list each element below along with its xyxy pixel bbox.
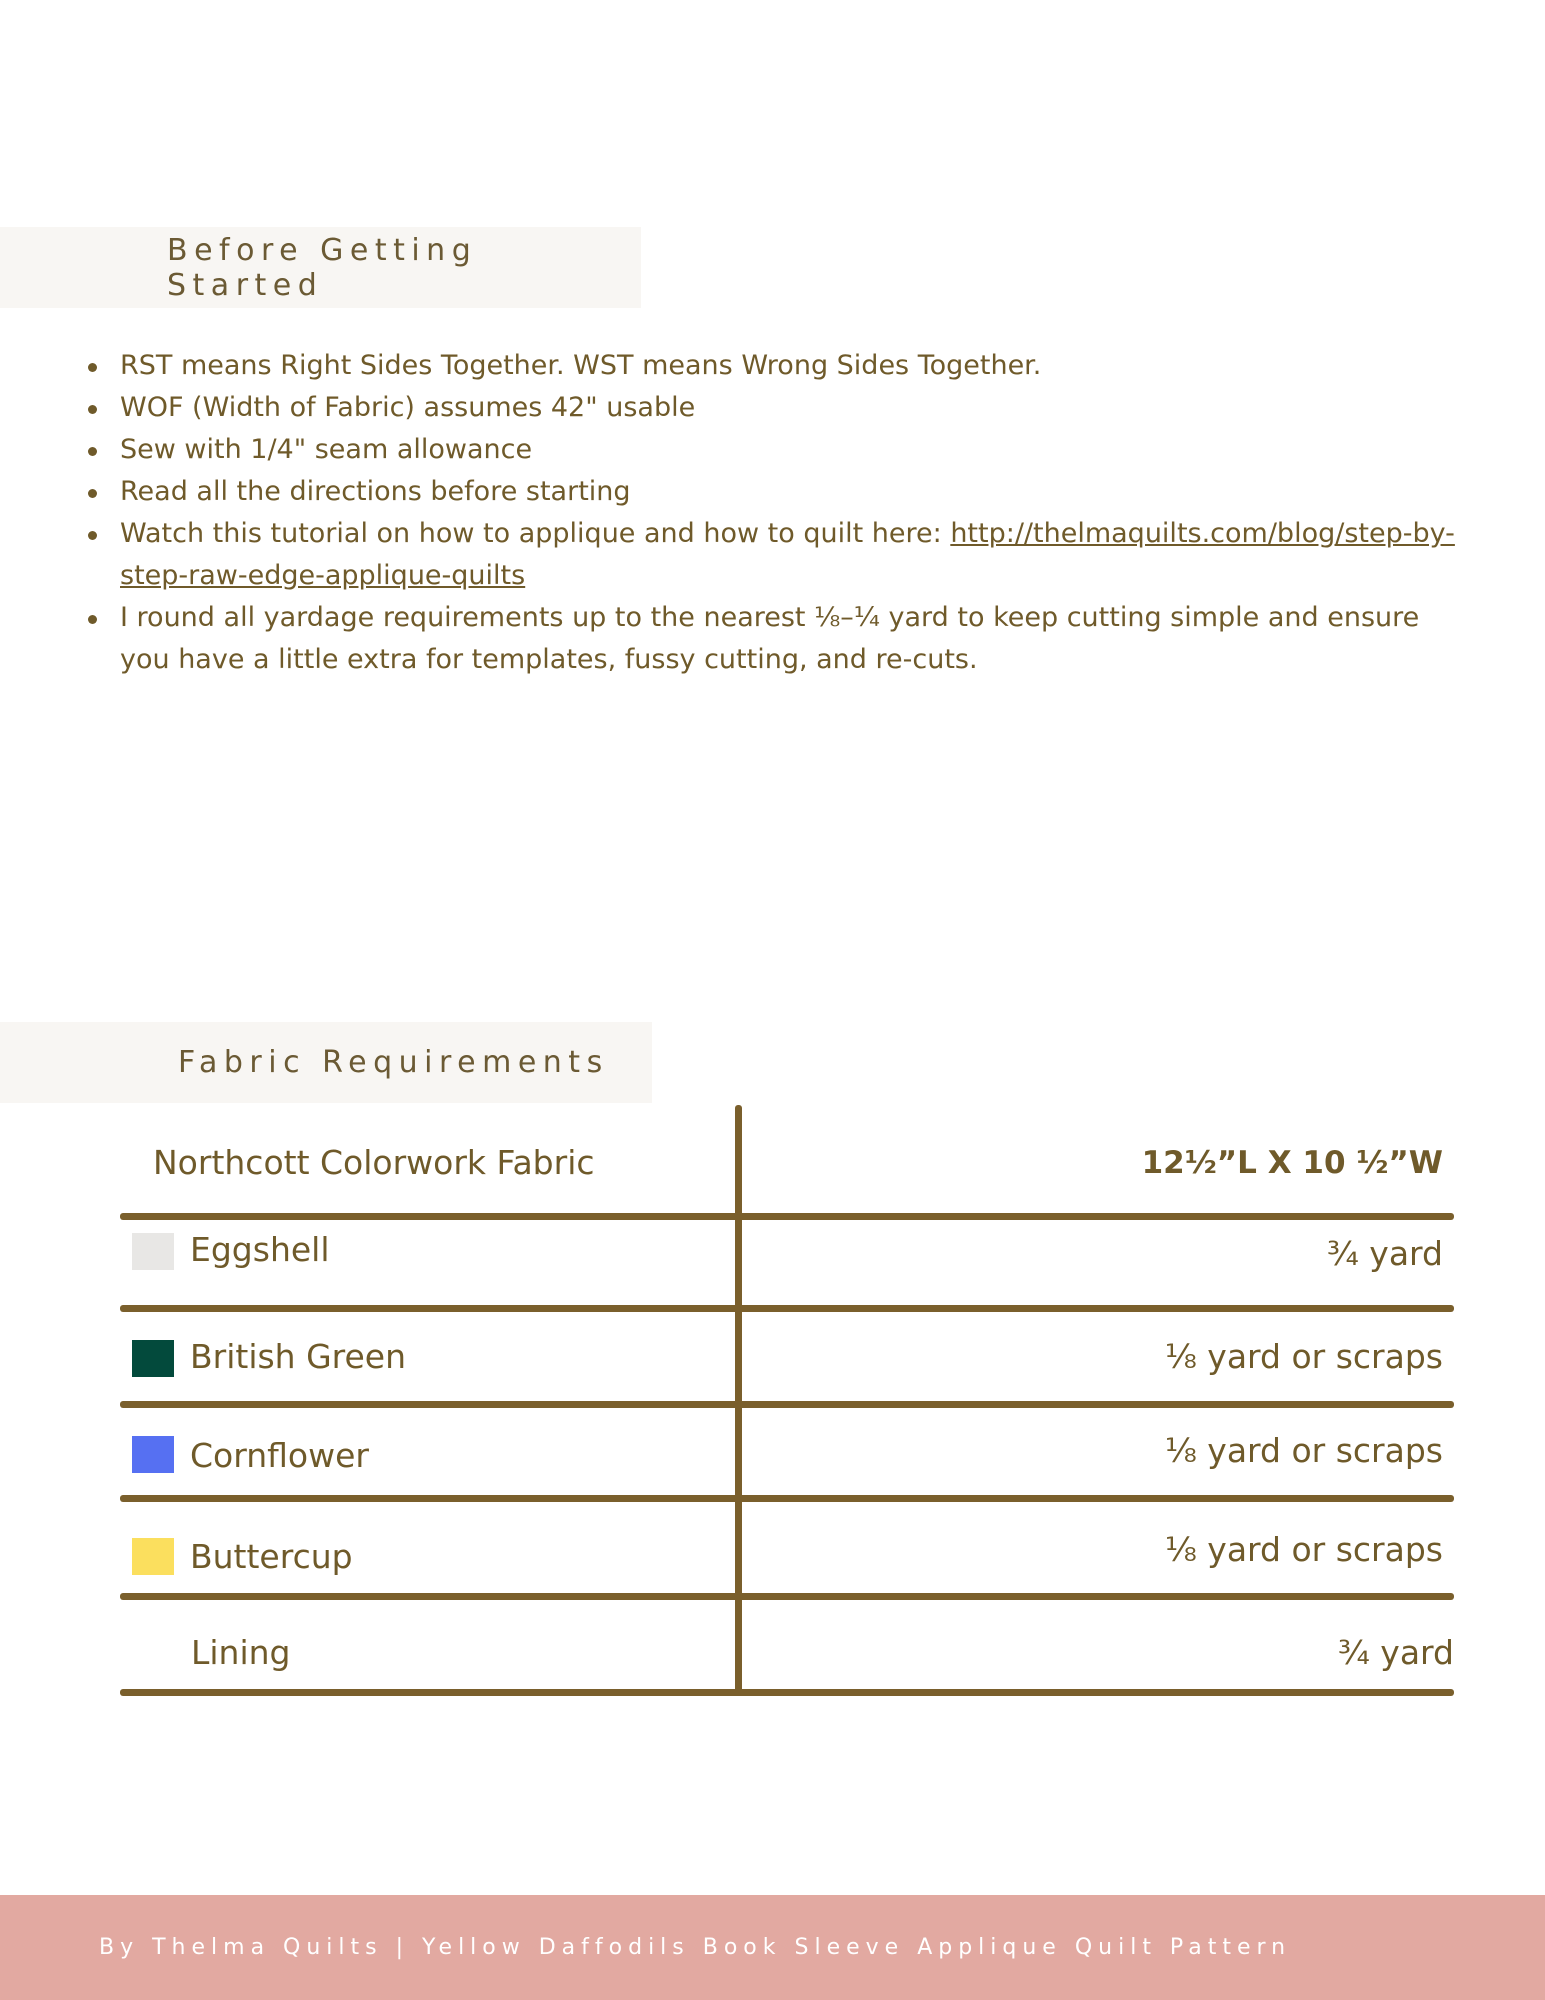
- section-header-fabric-requirements: [0, 1022, 652, 1103]
- fabric-amount: ⅛ yard or scraps: [1164, 1530, 1443, 1569]
- fabric-name: Buttercup: [190, 1537, 353, 1576]
- table-row-divider: [120, 1593, 1454, 1600]
- table-row-divider: [120, 1495, 1454, 1502]
- tutorial-link[interactable]: http://thelmaquilts.com/blog/step-by-step-raw-edge-applique-quilts: [120, 518, 1455, 591]
- table-header-size: 12½”L X 10 ½”W: [1141, 1145, 1443, 1181]
- fabric-name: Cornflower: [190, 1436, 369, 1475]
- fabric-name: British Green: [190, 1337, 407, 1376]
- table-column-divider: [735, 1105, 742, 1692]
- section-title: Before Getting Started: [167, 232, 478, 303]
- note-item: Sew with 1/4" seam allowance: [86, 429, 1466, 471]
- note-item: RST means Right Sides Together. WST means Wrong Sides Together.: [86, 345, 1466, 387]
- table-row-divider: [120, 1305, 1454, 1312]
- fabric-name: Eggshell: [190, 1230, 330, 1269]
- table-row-divider: [120, 1401, 1454, 1408]
- footer-text: By Thelma Quilts | Yellow Daffodils Book Sleeve Applique Quilt Pattern: [99, 1935, 1292, 1960]
- section-title: Fabric Requirements: [178, 1045, 609, 1080]
- fabric-amount: ¾ yard: [1337, 1633, 1454, 1672]
- fabric-amount: ⅛ yard or scraps: [1164, 1431, 1443, 1470]
- swatch-cornflower: [132, 1436, 174, 1473]
- fabric-amount: ¾ yard: [1326, 1234, 1443, 1273]
- notes-list: [86, 345, 1466, 681]
- note-item: WOF (Width of Fabric) assumes 42" usable: [86, 387, 1466, 429]
- swatch-eggshell: [132, 1233, 174, 1270]
- note-item: I round all yardage requirements up to the nearest ⅛–¼ yard to keep cutting simple and ensure you have a little extra for templates, fussy cutting, and re-cuts.: [86, 597, 1466, 681]
- fabric-amount: ⅛ yard or scraps: [1164, 1337, 1443, 1376]
- swatch-buttercup: [132, 1538, 174, 1575]
- fabric-name: Lining: [191, 1633, 291, 1672]
- swatch-british-green: [132, 1340, 174, 1377]
- note-item-tutorial: [86, 513, 1466, 597]
- note-text: Watch this tutorial on how to applique and how to quilt here:: [120, 518, 951, 549]
- page-footer: [0, 1895, 1545, 2000]
- section-header-before-getting-started: [0, 227, 641, 308]
- table-header-fabric-name: Northcott Colorwork Fabric: [153, 1143, 595, 1182]
- table-row-divider: [120, 1689, 1454, 1696]
- note-item: Read all the directions before starting: [86, 471, 1466, 513]
- table-row-divider: [120, 1213, 1454, 1220]
